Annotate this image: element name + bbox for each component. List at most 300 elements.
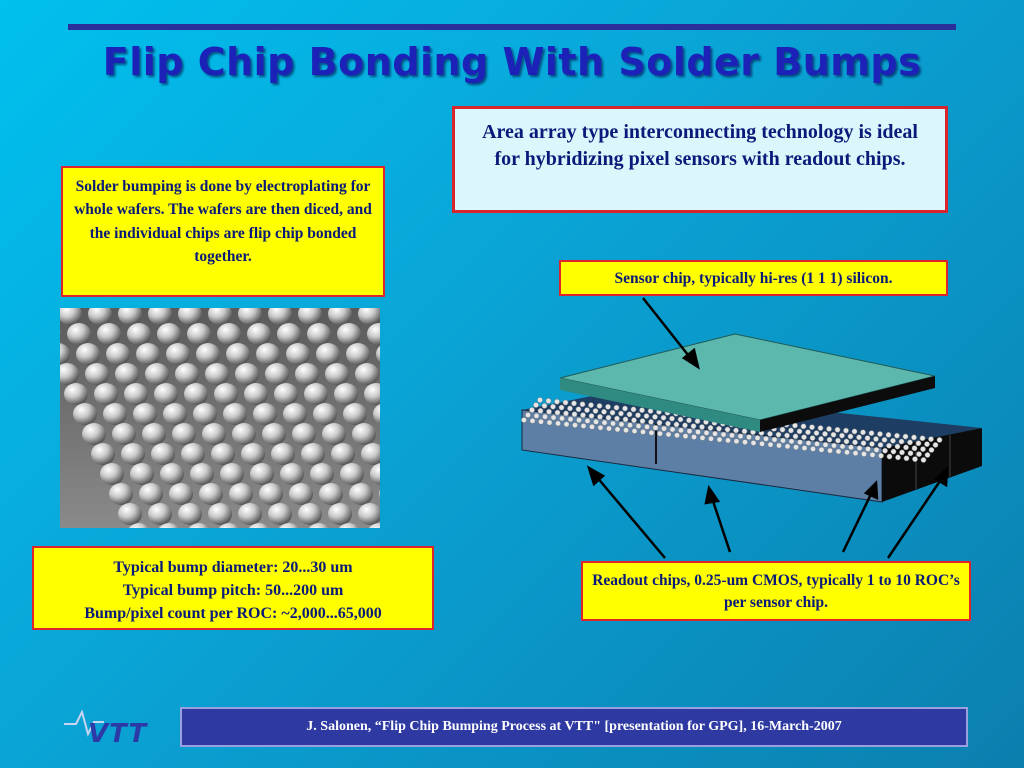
bump-dot [767,431,772,436]
solder-bump [157,323,181,345]
bump-dot [606,426,611,431]
solder-bump [139,483,163,505]
solder-bump [148,503,172,525]
bump-dot [576,407,581,412]
bump-dot [916,452,921,457]
bump-dot [554,399,559,404]
solder-bump-micrograph [60,308,380,528]
bump-dot [742,429,747,434]
bump-dot [567,406,572,411]
bump-dot [614,416,619,421]
bump-dot [610,421,615,426]
bump-dot [734,439,739,444]
bump-dot [806,440,811,445]
bump-dot [631,418,636,423]
bump-dot [852,440,857,445]
bump-dot [891,449,896,454]
bump-dot [572,412,577,417]
solder-bump [145,363,169,385]
bump-dot [895,455,900,460]
bump-dot [661,415,666,420]
bump-dot [920,447,925,452]
bump-dot [810,435,815,440]
solder-bump [202,423,226,445]
bump-dot [623,417,628,422]
bump-dot [704,430,709,435]
bump-dot [870,452,875,457]
solder-bump [163,403,187,425]
solder-bump [274,383,298,405]
solder-bump [238,503,262,525]
bump-dot [920,436,925,441]
bump-dot [776,432,781,437]
bump-dot [877,431,882,436]
solder-bump [220,463,244,485]
solder-bump [313,403,337,425]
bump-dot [632,428,637,433]
solder-bump [217,323,241,345]
solder-bump [283,403,307,425]
bump-dot [538,419,543,424]
bump-dot [534,413,539,418]
bump-dot [640,418,645,423]
solder-bump [262,423,286,445]
solder-bump [199,483,223,505]
solder-bump [244,383,268,405]
bump-dot [622,406,627,411]
bump-dot [772,437,777,442]
bump-dot [780,438,785,443]
bump-dot [801,424,806,429]
bump-dot [648,419,653,424]
bump-dot [823,442,828,447]
solder-bump [208,503,232,525]
bump-dot [550,404,555,409]
bump-dot [588,403,593,408]
solder-bump [223,403,247,425]
solder-bump [151,443,175,465]
solder-bump [346,343,370,365]
solder-bump [166,343,190,365]
solder-bump [130,463,154,485]
solder-bump [193,403,217,425]
solder-bump [73,403,97,425]
bump-dot [546,409,551,414]
solder-bump [181,443,205,465]
flip-chip-assembly-diagram [500,290,1000,570]
bump-dot [848,445,853,450]
solder-bump [247,323,271,345]
bump-dot [661,426,666,431]
bump-dot [928,437,933,442]
bump-dot [899,450,904,455]
bump-dot [874,447,879,452]
bump-dot [916,441,921,446]
bump-dot [894,433,899,438]
bump-dot [691,434,696,439]
bump-dot [627,412,632,417]
bump-dot [827,448,832,453]
solder-bump [196,343,220,365]
bump-dot [635,413,640,418]
bump-dot [809,425,814,430]
bump-dot [780,427,785,432]
solder-bump [169,483,193,505]
solder-bump [316,343,340,365]
bump-dot [580,402,585,407]
bump-dot [861,441,866,446]
solder-bump [343,403,367,425]
bump-dot [695,429,700,434]
bump-dot [805,430,810,435]
bump-dot [598,425,603,430]
bump-dot [818,436,823,441]
solder-bump [352,423,376,445]
bump-dot [895,444,900,449]
bump-dot [589,413,594,418]
bump-dot [785,444,790,449]
bump-dot [537,397,542,402]
bump-dot [792,423,797,428]
bump-dot [538,408,543,413]
solder-bump [301,443,325,465]
bump-dot [605,404,610,409]
bump-dot [729,433,734,438]
bump-dot [597,403,602,408]
bump-dot [563,400,568,405]
solder-bump [337,323,361,345]
solder-bump [328,503,352,525]
bump-dot [878,442,883,447]
bump-dot [601,409,606,414]
bump-dot [555,410,560,415]
bump-dot [708,425,713,430]
bump-dot [652,414,657,419]
bump-dot [827,437,832,442]
bump-dot [755,435,760,440]
bump-dot [691,424,696,429]
bump-dot [559,416,564,421]
solder-bump [214,383,238,405]
bump-dot [869,431,874,436]
solder-bump [154,383,178,405]
solder-bump [334,383,358,405]
bump-dot [797,440,802,445]
bump-dot [593,408,598,413]
logo-text: VTT [88,719,148,748]
bump-dot [700,435,705,440]
bump-dot [818,425,823,430]
bump-dot [589,424,594,429]
bump-dot [721,432,726,437]
bump-dot [852,429,857,434]
solder-bump [232,423,256,445]
bump-dot [606,415,611,420]
bump-dot [882,448,887,453]
bump-dot [708,436,713,441]
bump-dot [584,408,589,413]
bump-dot [886,432,891,437]
bump-dot [912,446,917,451]
bump-dot [899,439,904,444]
bump-dot [912,457,917,462]
spec-diameter: Typical bump diameter: 20...30 um [113,559,353,576]
bump-dot [649,430,654,435]
bump-dot [623,428,628,433]
citation-footer: J. Salonen, “Flip Chip Bumping Process at VTT" [presentation for GPG], 16-March-2007 [180,707,968,747]
solder-bump [289,483,313,505]
bump-dot [768,442,773,447]
bump-dot [542,414,547,419]
bump-dot [738,434,743,439]
solder-bump [211,443,235,465]
bump-dot [929,447,934,452]
solder-bump [178,503,202,525]
solder-bump [67,323,91,345]
bump-dot [890,438,895,443]
bump-dot [903,434,908,439]
bump-dot [839,433,844,438]
solder-bump [340,463,364,485]
bump-dot [547,420,552,425]
intro-callout: Area array type interconnecting technology is ideal for hybridizing pixel sensors with readout chips. [452,106,948,213]
bump-dot [636,423,641,428]
bump-dot [924,442,929,447]
solder-bump [250,463,274,485]
bump-dot [683,434,688,439]
bump-dot [831,432,836,437]
bump-dot [640,429,645,434]
bump-dot [843,428,848,433]
bump-dot [533,402,538,407]
solder-bump [100,463,124,485]
bump-dot [571,401,576,406]
solder-bump [85,363,109,385]
bump-dot [602,420,607,425]
bump-dot [933,442,938,447]
solder-bump [253,403,277,425]
bump-dot [615,427,620,432]
bump-dot [907,440,912,445]
bump-dot [789,439,794,444]
bump-dot [861,451,866,456]
bump-dot [546,398,551,403]
solder-bump [91,443,115,465]
solder-bump [160,463,184,485]
solder-bump [295,363,319,385]
bump-dot [853,451,858,456]
bump-dot [759,441,764,446]
bump-dot [921,457,926,462]
bump-dot [822,431,827,436]
solder-bump [226,343,250,365]
bump-dot [763,436,768,441]
bump-dot [525,412,530,417]
bump-dot [618,411,623,416]
bump-dot [857,446,862,451]
bump-dot [619,422,624,427]
solder-bump [106,343,130,365]
spec-count: Bump/pixel count per ROC: ~2,000...65,000 [84,605,382,623]
bump-dot [860,430,865,435]
solder-bump [82,423,106,445]
solder-bump [97,323,121,345]
bump-dot [657,420,662,425]
sensor-chip-callout: Sensor chip, typically hi-res (1 1 1) silicon. [559,260,948,296]
bump-dot [542,403,547,408]
vtt-logo [60,704,170,748]
solder-bump [304,383,328,405]
bump-dot [742,440,747,445]
bump-dot [903,445,908,450]
bump-dot [717,437,722,442]
bump-dot [848,434,853,439]
readout-arrow [843,492,872,552]
solder-bump [268,503,292,525]
solder-bump [286,343,310,365]
solder-bump [265,363,289,385]
solder-bump [121,443,145,465]
bump-dot [819,447,824,452]
solder-bump [349,483,373,505]
solder-bump [142,423,166,445]
bump-dot [593,419,598,424]
bump-dot [644,424,649,429]
bump-dot [856,435,861,440]
bump-dot [529,407,534,412]
solder-bump [187,323,211,345]
bump-dot [746,435,751,440]
bump-dot [581,423,586,428]
solder-bump [172,423,196,445]
bump-dot [644,413,649,418]
spec-pitch: Typical bump pitch: 50...200 um [122,582,344,600]
bump-dot [840,444,845,449]
solder-bump [175,363,199,385]
bump-dot [666,432,671,437]
solder-bump [94,383,118,405]
bump-dot [793,434,798,439]
bump-dot [610,410,615,415]
bump-dot [882,437,887,442]
bump-dot [814,430,819,435]
bump-dot [631,407,636,412]
bumping-note-callout: Solder bumping is done by electroplating for whole wafers. The wafers are then diced, and the individual chips are flip chip bonded together. [61,166,385,297]
bump-dot [559,405,564,410]
solder-bump [76,343,100,365]
readout-arrowhead [706,488,718,503]
bump-dot [801,435,806,440]
bump-dot [555,421,560,426]
bump-dot [687,429,692,434]
bump-dot [878,453,883,458]
bump-dot [576,418,581,423]
solder-bump [103,403,127,425]
solder-bump [118,503,142,525]
bump-dot [810,446,815,451]
bump-dot [911,435,916,440]
solder-bump [127,323,151,345]
solder-bump [190,463,214,485]
bump-dot [831,443,836,448]
bump-dot [733,428,738,433]
solder-bump [109,483,133,505]
bump-dot [826,426,831,431]
bump-dot [836,449,841,454]
bump-dot [712,431,717,436]
bump-dot [814,441,819,446]
bump-dot [678,428,683,433]
solder-bump [310,463,334,485]
solder-bump [235,363,259,385]
bump-dot [937,437,942,442]
bump-dot [674,422,679,427]
solder-bump [307,323,331,345]
solder-bump [205,363,229,385]
bump-dot [627,423,632,428]
bump-dot [886,443,891,448]
solder-bump [259,483,283,505]
bump-dot [793,445,798,450]
solder-bump [115,363,139,385]
bump-dot [776,443,781,448]
bump-dot [802,445,807,450]
bump-dot [585,418,590,423]
bump-dot [568,417,573,422]
bump-dot [563,411,568,416]
bump-dot [835,427,840,432]
solder-bump [136,343,160,365]
bump-dot [695,419,700,424]
bump-dot [580,413,585,418]
bump-specs-callout [32,546,434,630]
bump-dot [572,423,577,428]
bump-dot [716,426,721,431]
bump-dot [865,436,870,441]
solder-bump [256,343,280,365]
solder-bump [280,463,304,485]
readout-arrow [712,498,730,552]
solder-bump [271,443,295,465]
solder-bump [64,383,88,405]
bump-dot [530,418,535,423]
solder-bump [133,403,157,425]
readout-chips-callout: Readout chips, 0.25-um CMOS, typically 1 to 10 ROC’s per sensor chip. [581,561,971,621]
solder-bump [229,483,253,505]
bump-dot [797,429,802,434]
bump-dot [614,405,619,410]
solder-bump [124,383,148,405]
bump-dot [639,408,644,413]
solder-bump [331,443,355,465]
solder-bump [112,423,136,445]
bump-dot [682,423,687,428]
readout-arrow [596,476,665,558]
bump-dot [670,427,675,432]
solder-bump [322,423,346,445]
bump-dot [751,440,756,445]
bump-dot [869,441,874,446]
bump-dot [521,417,526,422]
bump-dot [653,425,658,430]
bump-dot [665,421,670,426]
bump-dot [699,424,704,429]
bump-dot [904,456,909,461]
bump-dot [788,428,793,433]
bump-dot [564,422,569,427]
bump-dot [873,436,878,441]
slide-title: Flip Chip Bonding With Solder Bumps [102,40,922,84]
